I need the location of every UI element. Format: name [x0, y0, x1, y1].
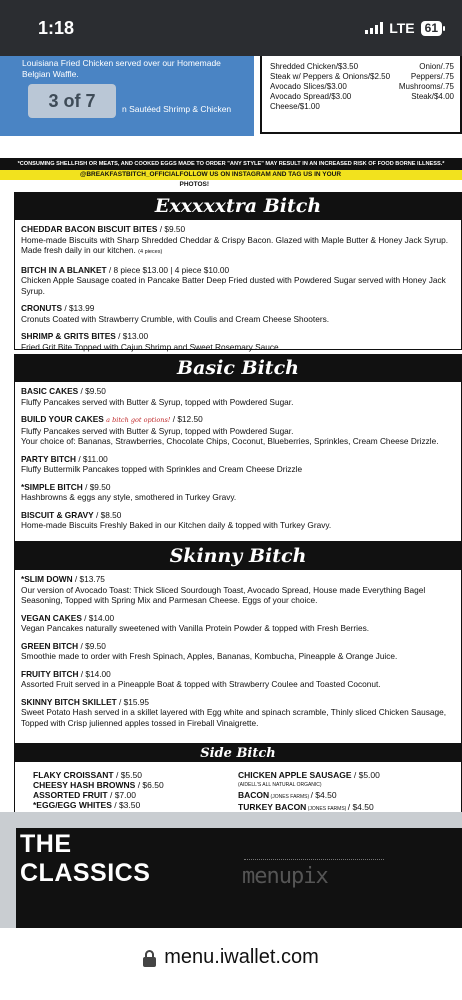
item-price: / $9.50 [82, 481, 111, 492]
side-item [238, 770, 443, 780]
side-item-price: / $3.50 [111, 800, 141, 810]
instagram-handle: @BREAKFASTBITCH_OFFICIAL [80, 171, 180, 178]
classics-title [20, 830, 150, 888]
item-name: *SLIM DOWN [21, 574, 73, 584]
signal-icon [365, 22, 383, 34]
addon-right: Steak/$4.00 [411, 92, 454, 101]
instagram-line [0, 170, 462, 188]
item-price: / $15.95 [116, 696, 150, 707]
page-counter-badge: 3 of 7 [28, 84, 116, 118]
side-item-price: / $5.50 [113, 770, 142, 780]
side-item-name: CHICKEN APPLE SAUSAGE [238, 770, 352, 780]
side-item-sub: (JONES FARMS) [306, 806, 348, 812]
item-desc: Fluffy Pancakes served with Butter & Syrup, topped with Powdered Sugar. [21, 425, 294, 436]
item-name: BITCH IN A BLANKET [21, 264, 107, 275]
side-item-price: / $7.00 [107, 790, 136, 800]
item-price: / $8.50 [93, 509, 122, 520]
lock-icon [143, 950, 156, 967]
item-desc: Vegan Pancakes naturally sweetened with Vanilla Protein Powder & topped with Fresh Berries. [21, 623, 370, 633]
item-price: / $9.50 [78, 640, 106, 651]
menu-item [21, 414, 455, 447]
item-desc: Our version of Avocado Toast: Thick Sliced Sourdough Toast, Avocado Spread, House made Everything Bagel Seasoning, Topped with Spring Mix and Parmesan Cheese. Eggs of your choice. [21, 584, 426, 605]
item-name: SKINNY BITCH SKILLET [21, 696, 117, 707]
addon-row [270, 102, 454, 112]
item-price: / $13.99 [62, 303, 95, 313]
item-name: CRONUTS [21, 303, 63, 313]
item-desc: Fluffy Pancakes served with Butter & Syrup, topped with Powdered Sugar. [21, 396, 294, 407]
item-price: / $9.50 [157, 224, 186, 234]
side-col-left [33, 770, 238, 814]
menu-item [21, 482, 455, 503]
side-item-name: *EGG/EGG WHITES [33, 800, 112, 810]
item-desc: Fried Grit Bite Topped with Cajun Shrimp and Sweet Rosemary Sauce. [21, 341, 281, 352]
menu-item [21, 613, 455, 634]
item-desc: Fluffy Buttermilk Pancakes topped with Sprinkles and Cream Cheese Drizzle [21, 464, 303, 474]
item-price: / $11.00 [76, 453, 108, 464]
menu-item [21, 697, 455, 729]
item-name: FRUITY BITCH [21, 668, 79, 679]
blue-text-2: n Sautéed Shrimp & Chicken [122, 104, 232, 114]
item-desc: Assorted Fruit served in a Pineapple Boat & topped with Strawberry Coulee and Toasted Coconut. [21, 679, 381, 689]
menu-item [21, 331, 455, 352]
addon-right: Peppers/.75 [410, 72, 454, 81]
classics-line-2: CLASSICS [20, 859, 151, 887]
addon-right: Mushrooms/.75 [398, 82, 454, 91]
side-item-sub: (JONES FARMS) [269, 794, 311, 800]
side-item [33, 790, 238, 800]
side-item-price: / $4.50 [347, 802, 374, 812]
item-name: PARTY BITCH [21, 453, 77, 464]
section-extra [14, 220, 462, 350]
side-item [238, 790, 443, 802]
item-tag: a bitch got options! [106, 416, 171, 424]
blue-text-1: Louisiana Fried Chicken served over our Homemade Belgian Waffle. [22, 58, 221, 79]
status-indicators [365, 20, 442, 36]
item-name: SHRIMP & GRITS BITES [21, 331, 116, 341]
item-price: / 8 piece $13.00 | 4 piece $10.00 [106, 264, 230, 275]
watermark-rule [244, 859, 384, 860]
side-item-name: FLAKY CROISSANT [33, 770, 114, 780]
addon-row [270, 62, 454, 72]
addon-right: Onion/.75 [419, 62, 454, 71]
side-item-name: BACON [238, 790, 270, 800]
section-title-skinny: Skinny Bitch [14, 542, 462, 570]
side-item-price: / $5.00 [351, 770, 380, 780]
side-item-name: ASSORTED FRUIT [33, 790, 108, 800]
item-desc: Home-made Biscuits Freshly Baked in our Kitchen daily & topped with Turkey Gravy. [21, 520, 332, 530]
side-item-name: CHEESY HASH BROWNS [33, 780, 136, 790]
side-item [33, 770, 238, 780]
section-skinny [14, 570, 462, 744]
item-desc: Hashbrowns & eggs any style, smothered in Turkey Gravy. [21, 492, 237, 502]
section-title-side: Side Bitch [14, 744, 462, 762]
item-name: BASIC CAKES [21, 386, 79, 396]
addon-left: Steak w/ Peppers & Onions/$2.50 [270, 72, 391, 81]
status-bar [0, 0, 462, 56]
status-time: 1:18 [38, 18, 75, 38]
menu-item [21, 303, 455, 324]
menu-item [21, 574, 455, 606]
item-price: / $9.50 [78, 386, 106, 396]
classics-panel [16, 828, 462, 928]
addon-left: Cheese/$1.00 [270, 102, 320, 111]
item-name: BUILD YOUR CAKES [21, 414, 104, 424]
item-price: / $13.75 [72, 574, 105, 584]
battery-icon: 61 [421, 21, 442, 36]
network-label: LTE [389, 20, 415, 36]
side-item-sub: (AIDELL'S ALL NATURAL ORGANIC) [238, 782, 322, 788]
addon-left: Shredded Chicken/$3.50 [270, 62, 359, 71]
item-price: / $14.00 [81, 612, 115, 623]
side-item-price: / $4.50 [310, 790, 337, 800]
side-item [33, 800, 238, 810]
item-price: / $14.00 [78, 668, 111, 679]
menupix-watermark: menupix [242, 864, 328, 889]
section-title-basic: Basic Bitch [14, 354, 462, 382]
menu-item [21, 454, 455, 475]
url-text[interactable]: menu.iwallet.com [164, 946, 319, 968]
item-name: CHEDDAR BACON BISCUIT BITES [21, 224, 158, 234]
section-side [14, 762, 462, 814]
item-desc: Cronuts Coated with Strawberry Crumble, with Coulis and Cream Cheese Shooters. [21, 313, 330, 324]
section-title-extra: Exxxxxtra Bitch [14, 192, 462, 220]
item-name: *SIMPLE BITCH [21, 481, 83, 492]
menu-item [21, 510, 455, 531]
addon-left: Avocado Slices/$3.00 [270, 82, 347, 91]
section-basic [14, 382, 462, 542]
menu-item [21, 265, 455, 297]
side-grid [21, 766, 455, 814]
item-price: / $12.50 [170, 414, 203, 424]
item-note: (4 pieces) [138, 249, 163, 255]
classics-line-1: THE [20, 830, 72, 858]
item-price: / $13.00 [115, 331, 149, 341]
url-bar[interactable] [0, 928, 462, 1000]
menu-item [21, 669, 455, 690]
item-desc: Sweet Potato Hash served in a skillet layered with Egg white and spinach scramble, Thinly sliced Chicken Sausage, Topped with Crisp julienned apples tossed in Fireball Vinaigrette. [21, 707, 447, 728]
addon-row [270, 82, 454, 92]
side-item-price: / $6.50 [135, 780, 164, 790]
classics-banner [0, 812, 462, 928]
item-desc: Smoothie made to order with Fresh Spinach, Apples, Bananas, Kombucha, Pineapple & Orange Juice. [21, 651, 398, 661]
side-item [33, 780, 238, 790]
follow-text: FOLLOW US ON INSTAGRAM AND TAG US IN YOUR PHOTOS! [179, 171, 342, 188]
warning-text: *CONSUMING SHELLFISH OR MEATS, AND COOKED EGGS MADE TO ORDER "ANY STYLE" MAY RESULT IN AN INCREASED RISK OF FOOD BORNE ILLNESS.* [0, 158, 462, 170]
item-name: GREEN BITCH [21, 640, 79, 651]
menu-item [21, 224, 455, 258]
warning-strip [0, 158, 462, 188]
item-desc: Chicken Apple Sausage coated in Pancake Batter Deep Fried dusted with Powdered Sugar served with Honey Jack Syrup. [21, 275, 446, 296]
addon-left: Avocado Spread/$3.00 [270, 92, 352, 101]
item-desc: Home-made Biscuits with Sharp Shredded Cheddar & Crispy Bacon. Glazed with Maple Butter & Honey Jack Syrup. Made fresh daily in our kitchen. [21, 234, 449, 255]
addon-row [270, 72, 454, 82]
addons-box [260, 56, 462, 134]
addon-row [270, 92, 454, 102]
side-item-name: TURKEY BACON [238, 802, 307, 812]
item-name: BISCUIT & GRAVY [21, 509, 94, 520]
menu-page [0, 56, 462, 860]
side-col-right [238, 770, 443, 814]
item-desc-2: Your choice of: Bananas, Strawberries, Chocolate Chips, Coconut, Blueberries, Sprinkles, Cream Cheese Drizzle. [21, 436, 439, 446]
item-name: VEGAN CAKES [21, 612, 82, 623]
menu-item [21, 641, 455, 662]
menu-item [21, 386, 455, 407]
